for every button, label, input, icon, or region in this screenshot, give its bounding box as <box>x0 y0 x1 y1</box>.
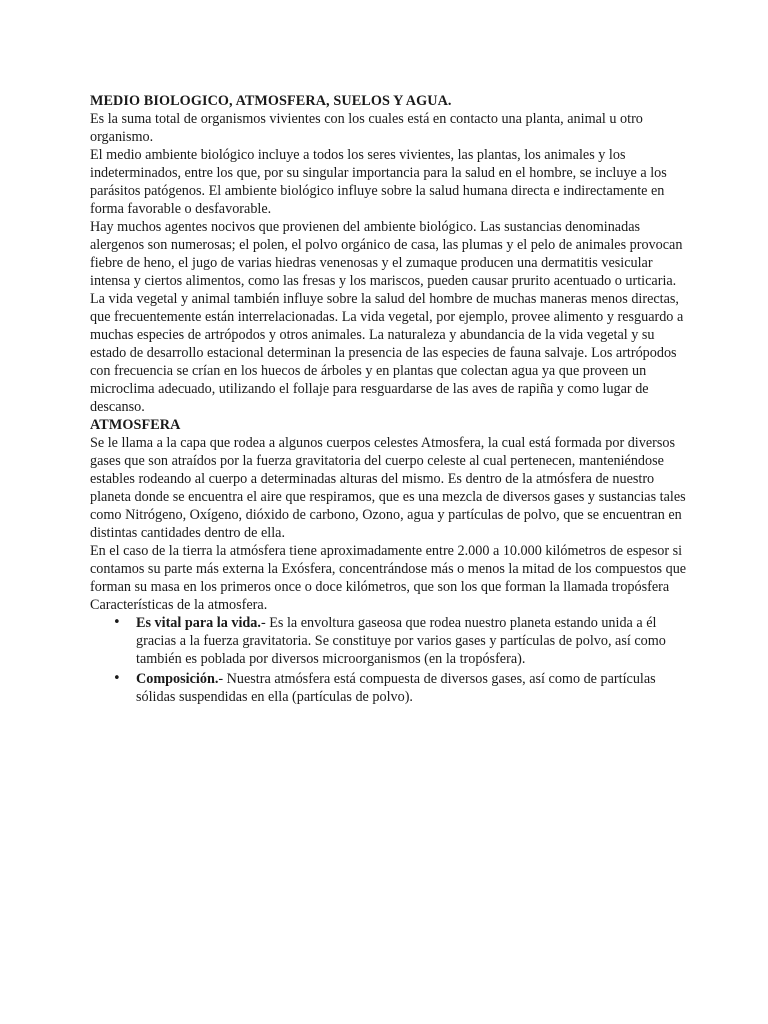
list-item-vital <box>90 614 690 668</box>
list-item-composicion <box>90 670 690 706</box>
bullet-text: - Es la envoltura gaseosa que rodea nuestro planeta estando unida a él gracias a la fuerza gravitatoria. Se constituye por varios gases y partículas de polvo, así como también es poblada por diversos microorganismos (en la tropósfera). <box>136 615 666 667</box>
paragraph-earth-atmosphere: En el caso de la tierra la atmósfera tiene aproximadamente entre 2.000 a 10.000 kilómetros de espesor si contamos su parte más externa la Exósfera, concentrándose más o menos la mitad de los compuestos que forman su masa en los primeros once o doce kilómetros, que son los que forman la llamada tropósfera <box>90 543 687 595</box>
bullet-term: Es vital para la vida. <box>136 615 261 631</box>
document-title: MEDIO BIOLOGICO, ATMOSFERA, SUELOS Y AGUA. <box>90 93 452 109</box>
section-heading-atmosfera: ATMOSFERA <box>90 417 181 433</box>
characteristics-list <box>90 614 690 706</box>
paragraph-biological-environment: El medio ambiente biológico incluye a todos los seres vivientes, las plantas, los animales y los indeterminados, entre los que, por su singular importancia para la salud en el hombre, se incluye a los parásitos patógenos. El ambiente biológico influye sobre la salud humana directa e indirectamente en forma favorable o desfavorable. <box>90 147 667 217</box>
paragraph-characteristics-intro: Características de la atmosfera. <box>90 597 268 613</box>
bullet-icon: • <box>113 671 121 686</box>
document-page <box>90 92 690 708</box>
bullet-text: - Nuestra atmósfera está compuesta de diversos gases, así como de partículas sólidas suspendidas en ella (partículas de polvo). <box>136 671 656 705</box>
paragraph-harmful-agents: Hay muchos agentes nocivos que provienen del ambiente biológico. Las sustancias denominadas alergenos son numerosas; el polen, el polvo orgánico de casa, las plumas y el pelo de animales provocan fiebre de heno, el jugo de varias hiedras venenosas y el zumaque producen una dermatitis vesicular intensa y ciertos alimentos, como las fresas y los mariscos, pueden causar prurito acentuado o urticaria. <box>90 219 683 289</box>
paragraph-atmosphere-definition: Se le llama a la capa que rodea a algunos cuerpos celestes Atmosfera, la cual está formada por diversos gases que son atraídos por la fuerza gravitatoria del cuerpo celeste al cual pertenecen, manteniéndose estables rodeando al cuerpo a determinadas alturas del mismo. Es dentro de la atmósfera de nuestro planeta donde se encuentra el aire que respiramos, que es una mezcla de diversos gases y sustancias tales como Nitrógeno, Oxígeno, dióxido de carbono, Ozono, agua y partículas de polvo, que se encuentran en distintas cantidades dentro de ella. <box>90 435 686 541</box>
paragraph-definition: Es la suma total de organismos vivientes con los cuales está en contacto una planta, animal u otro organismo. <box>90 111 643 145</box>
bullet-icon: • <box>113 615 121 630</box>
bullet-term: Composición. <box>136 671 219 687</box>
paragraph-plant-animal-life: La vida vegetal y animal también influye sobre la salud del hombre de muchas maneras menos directas, que frecuentemente están interrelacionadas. La vida vegetal, por ejemplo, provee alimento y resguardo a muchas especies de artrópodos y otros animales. La naturaleza y abundancia de la vida vegetal y su estado de desarrollo estacional determinan la presencia de las especies de fauna salvaje. Los artrópodos con frecuencia se crían en los huecos de árboles y en plantas que colectan agua ya que proveen un microclima adecuado, utilizando el follaje para resguardarse de las aves de rapiña y como lugar de descanso. <box>90 291 684 415</box>
